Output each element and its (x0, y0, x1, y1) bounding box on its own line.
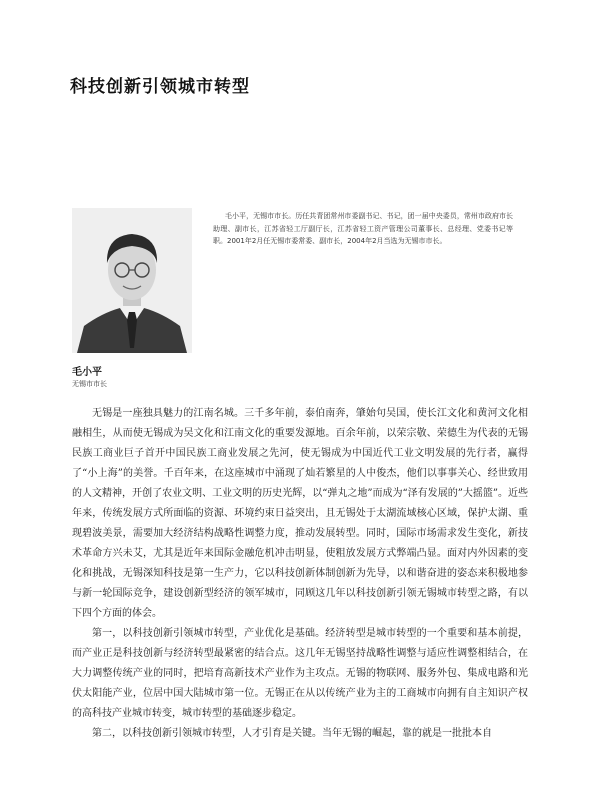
body-paragraph-3: 第二，以科技创新引领城市转型，人才引育是关键。当年无锡的崛起，靠的就是一批批本自 (92, 728, 492, 739)
author-role: 无锡市市长 (72, 380, 107, 388)
author-name: 毛小平 (72, 367, 102, 378)
portrait-photo-icon (72, 208, 192, 353)
body-paragraph-2: 第一，以科技创新引领城市转型，产业优化是基础。经济转型是城市转型的一个重要和基本前提，而产业正是科技创新与经济转型最紧密的结合点。这几年无锡坚持战略性调整与适应性调整相结合，在大力调整传统产业的同时，把培育高新技术产业作为主攻点。无锡的物联网、服务外包、集成电路和光伏太阳能产业，位居中国大陆城市第一位。无锡正在从以传统产业为主的工商城市向拥有自主知识产权的高科技产业城市转变，城市转型的基础逐步稳定。 (72, 628, 528, 719)
author-bio: 毛小平，无锡市市长。历任共青团常州市委副书记、书记，团一届中央委员，常州市政府市长助理、副市长，江苏省轻工厅副厅长，江苏省轻工资产管理公司董事长、总经理、党委书记等职。2001年2月任无锡市委常委、副市长，2004年2月当选为无锡市市长。 (213, 212, 513, 245)
article-body (72, 404, 528, 744)
article-title: 科技创新引领城市转型 (70, 77, 250, 97)
body-paragraph-1: 无锡是一座独具魅力的江南名城。三千多年前，泰伯南奔，肇始句吴国，使长江文化和黄河文化相融相生，从而使无锡成为吴文化和江南文化的重要发源地。百余年前，以荣宗敬、荣德生为代表的无锡民族工商业巨子首开中国民族工商业发展之先河，使无锡成为中国近代工业文明发展的先行者，赢得了“小上海”的美誉。千百年来，在这座城市中涌现了灿若繁星的人中俊杰，他们以事事关心、经世致用的人文精神，开创了农业文明、工业文明的历史光辉，以“弹丸之地”而成为“泽有发展的”大摇篮”。近些年来，传统发展方式所面临的资源、环境约束日益突出，且无锡处于太湖流域核心区域，保护太湖、重现碧波美景，需要加大经济结构战略性调整力度，推动发展转型。同时，国际市场需求发生变化，新技术革命方兴未艾，尤其是近年来国际金融危机冲击明显，使粗放发展方式弊端凸显。面对内外因素的变化和挑战，无锡深知科技是第一生产力，它以科技创新体制创新为先导，以和谐奋进的姿态来积极地参与新一轮国际竞争，建设创新型经济的领军城市，同顾这几年以科技创新引领无锡城市转型之路，有以下四个方面的体会。 (72, 408, 528, 619)
author-photo (72, 208, 192, 353)
